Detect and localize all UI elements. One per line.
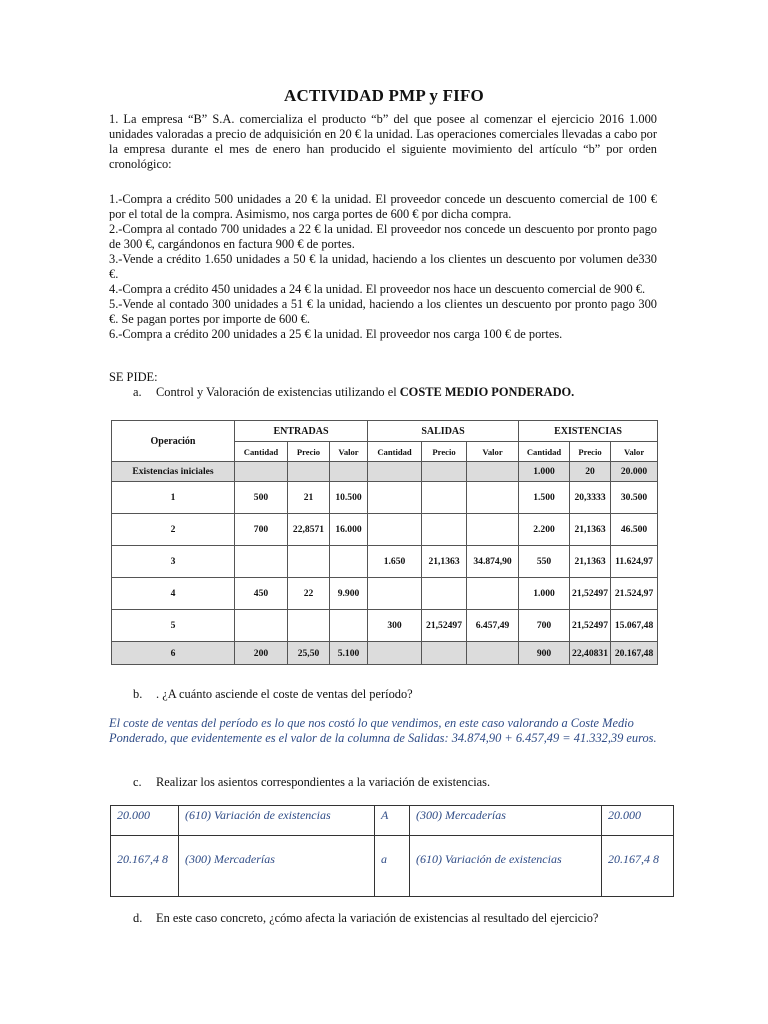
op-number: 3 [112, 546, 235, 578]
table-cell [330, 462, 368, 482]
separator: A [375, 806, 410, 836]
item-b-letter: b. [133, 687, 143, 701]
table-cell: 1.500 [519, 482, 570, 514]
operation-item: 6.-Compra a crédito 200 unidades a 25 € la unidad. El proveedor nos carga 100 € de portes. [109, 327, 563, 341]
table-cell [368, 578, 422, 610]
item-d [133, 911, 598, 926]
table-cell: 21.524,97 [611, 578, 658, 610]
table-cell [235, 546, 288, 578]
operation-item: 5.-Vende al contado 300 unidades a 51 € la unidad, haciendo a los clientes un descuento por pronto pago 300 €. Se pagan portes por importe de 600 €. [109, 297, 657, 326]
table-cell: 1.650 [368, 546, 422, 578]
table-cell [467, 482, 519, 514]
debit-amount: 20.167,4 8 [111, 836, 179, 897]
table-cell [330, 546, 368, 578]
table-cell [467, 578, 519, 610]
table-row [112, 546, 658, 578]
table-row [112, 610, 658, 642]
credit-account: (610) Variación de existencias [410, 836, 602, 897]
op-number: 4 [112, 578, 235, 610]
subheader-cell: Valor [330, 442, 368, 462]
table-cell: 20.000 [611, 462, 658, 482]
table-row [112, 642, 658, 665]
item-b-text: . ¿A cuánto asciende el coste de ventas del período? [156, 687, 413, 701]
table-cell: 1.000 [519, 462, 570, 482]
item-c-text: Realizar los asientos correspondientes a la variación de existencias. [156, 775, 491, 789]
intro-paragraph [109, 112, 657, 172]
table-cell: 21 [288, 482, 330, 514]
table-cell [422, 642, 467, 665]
se-pide-heading: SE PIDE: [109, 370, 158, 384]
table-cell [467, 462, 519, 482]
table-row-initial [112, 462, 658, 482]
subheader-cell: Valor [467, 442, 519, 462]
answer-b-text: El coste de ventas del período es lo que nos costó lo que vendimos, en este caso valorando a Coste Medio Ponderado, que evidentemente es el valor de la columna de Salidas: 34.874,90 + 6.457,49 = 41.332,39 euros. [109, 716, 657, 745]
item-c [133, 775, 490, 790]
table-cell [368, 482, 422, 514]
table-cell: 11.624,97 [611, 546, 658, 578]
journal-entry-row [111, 836, 674, 897]
header-salidas: SALIDAS [368, 421, 519, 442]
initial-label: Existencias iniciales [112, 462, 235, 482]
table-cell: 450 [235, 578, 288, 610]
header-entradas: ENTRADAS [235, 421, 368, 442]
table-cell: 700 [519, 610, 570, 642]
table-cell: 10.500 [330, 482, 368, 514]
item-a-text: Control y Valoración de existencias utilizando el [156, 385, 400, 399]
table-cell [422, 514, 467, 546]
table-cell [235, 462, 288, 482]
operation-item: 1.-Compra a crédito 500 unidades a 20 € la unidad. El proveedor concede un descuento comercial de 100 € por el total de la compra. Asimismo, nos carga portes de 600 € por dicha compra. [109, 192, 657, 221]
table-cell [422, 578, 467, 610]
subheader-cell: Cantidad [235, 442, 288, 462]
credit-account: (300) Mercaderías [410, 806, 602, 836]
debit-amount: 20.000 [111, 806, 179, 836]
table-cell: 15.067,48 [611, 610, 658, 642]
table-cell [467, 514, 519, 546]
table-cell: 900 [519, 642, 570, 665]
table-cell [288, 546, 330, 578]
table-cell: 22,8571 [288, 514, 330, 546]
table-cell: 21,1363 [570, 546, 611, 578]
table-cell: 34.874,90 [467, 546, 519, 578]
table-cell [330, 610, 368, 642]
table-row [112, 578, 658, 610]
journal-entries-table [110, 805, 674, 897]
table-cell: 200 [235, 642, 288, 665]
subheader-cell: Precio [422, 442, 467, 462]
table-cell: 21,52497 [570, 610, 611, 642]
table-cell: 46.500 [611, 514, 658, 546]
table-row [112, 482, 658, 514]
table-cell: 500 [235, 482, 288, 514]
header-operacion: Operación [112, 421, 235, 462]
operation-item: 3.-Vende a crédito 1.650 unidades a 50 € la unidad, haciendo a los clientes un descuento por volumen de330 €. [109, 252, 657, 281]
debit-account: (300) Mercaderías [179, 836, 375, 897]
item-c-letter: c. [133, 775, 142, 789]
table-cell: 22 [288, 578, 330, 610]
item-d-text: En este caso concreto, ¿cómo afecta la variación de existencias al resultado del ejercicio? [156, 911, 599, 925]
table-cell: 21,52497 [422, 610, 467, 642]
item-d-letter: d. [133, 911, 143, 925]
pmp-table [111, 420, 658, 665]
table-cell: 9.900 [330, 578, 368, 610]
header-existencias: EXISTENCIAS [519, 421, 658, 442]
operation-item: 4.-Compra a crédito 450 unidades a 24 € la unidad. El proveedor nos hace un descuento comercial de 900 €. [109, 282, 646, 296]
item-a-bold: COSTE MEDIO PONDERADO. [399, 385, 575, 399]
op-number: 5 [112, 610, 235, 642]
subheader-cell: Valor [611, 442, 658, 462]
table-cell: 21,1363 [570, 514, 611, 546]
subheader-cell: Precio [570, 442, 611, 462]
table-cell: 22,40831 [570, 642, 611, 665]
table-cell: 300 [368, 610, 422, 642]
table-cell: 21,1363 [422, 546, 467, 578]
item-b [133, 687, 413, 702]
item-a-letter: a. [133, 385, 142, 399]
subheader-cell: Cantidad [519, 442, 570, 462]
operation-item: 2.-Compra al contado 700 unidades a 22 € la unidad. El proveedor nos concede un descuento por pronto pago de 300 €, cargándonos en factura 900 € de portes. [109, 222, 657, 251]
table-cell [235, 610, 288, 642]
op-number: 6 [112, 642, 235, 665]
table-cell: 2.200 [519, 514, 570, 546]
table-cell: 20 [570, 462, 611, 482]
table-cell: 550 [519, 546, 570, 578]
table-cell: 16.000 [330, 514, 368, 546]
table-cell: 700 [235, 514, 288, 546]
table-cell: 20,3333 [570, 482, 611, 514]
subheader-cell: Cantidad [368, 442, 422, 462]
credit-amount: 20.000 [602, 806, 674, 836]
op-number: 1 [112, 482, 235, 514]
table-cell [422, 462, 467, 482]
subheader-cell: Precio [288, 442, 330, 462]
table-cell: 5.100 [330, 642, 368, 665]
table-cell: 6.457,49 [467, 610, 519, 642]
table-cell [422, 482, 467, 514]
debit-account: (610) Variación de existencias [179, 806, 375, 836]
table-cell: 21,52497 [570, 578, 611, 610]
credit-amount: 20.167,4 8 [602, 836, 674, 897]
table-row [112, 514, 658, 546]
journal-entry-row [111, 806, 674, 836]
table-cell [288, 462, 330, 482]
table-cell [368, 514, 422, 546]
table-cell [288, 610, 330, 642]
item-a [133, 385, 574, 400]
document-title: ACTIVIDAD PMP y FIFO [284, 86, 484, 105]
table-cell [368, 642, 422, 665]
table-cell: 25,50 [288, 642, 330, 665]
table-cell: 30.500 [611, 482, 658, 514]
intro-text: 1. La empresa “B” S.A. comercializa el producto “b” del que posee al comenzar el ejercicio 2016 1.000 unidades valoradas a precio de adquisición en 20 € la unidad. Las operaciones comerciales llevadas a cabo por la empresa durante el mes de enero han producido el siguiente movimiento del artículo “b” por orden cronológico: [109, 112, 657, 171]
table-cell [368, 462, 422, 482]
table-cell: 1.000 [519, 578, 570, 610]
table-cell: 20.167,48 [611, 642, 658, 665]
operations-list [109, 192, 657, 342]
table-cell [467, 642, 519, 665]
separator: a [375, 836, 410, 897]
op-number: 2 [112, 514, 235, 546]
